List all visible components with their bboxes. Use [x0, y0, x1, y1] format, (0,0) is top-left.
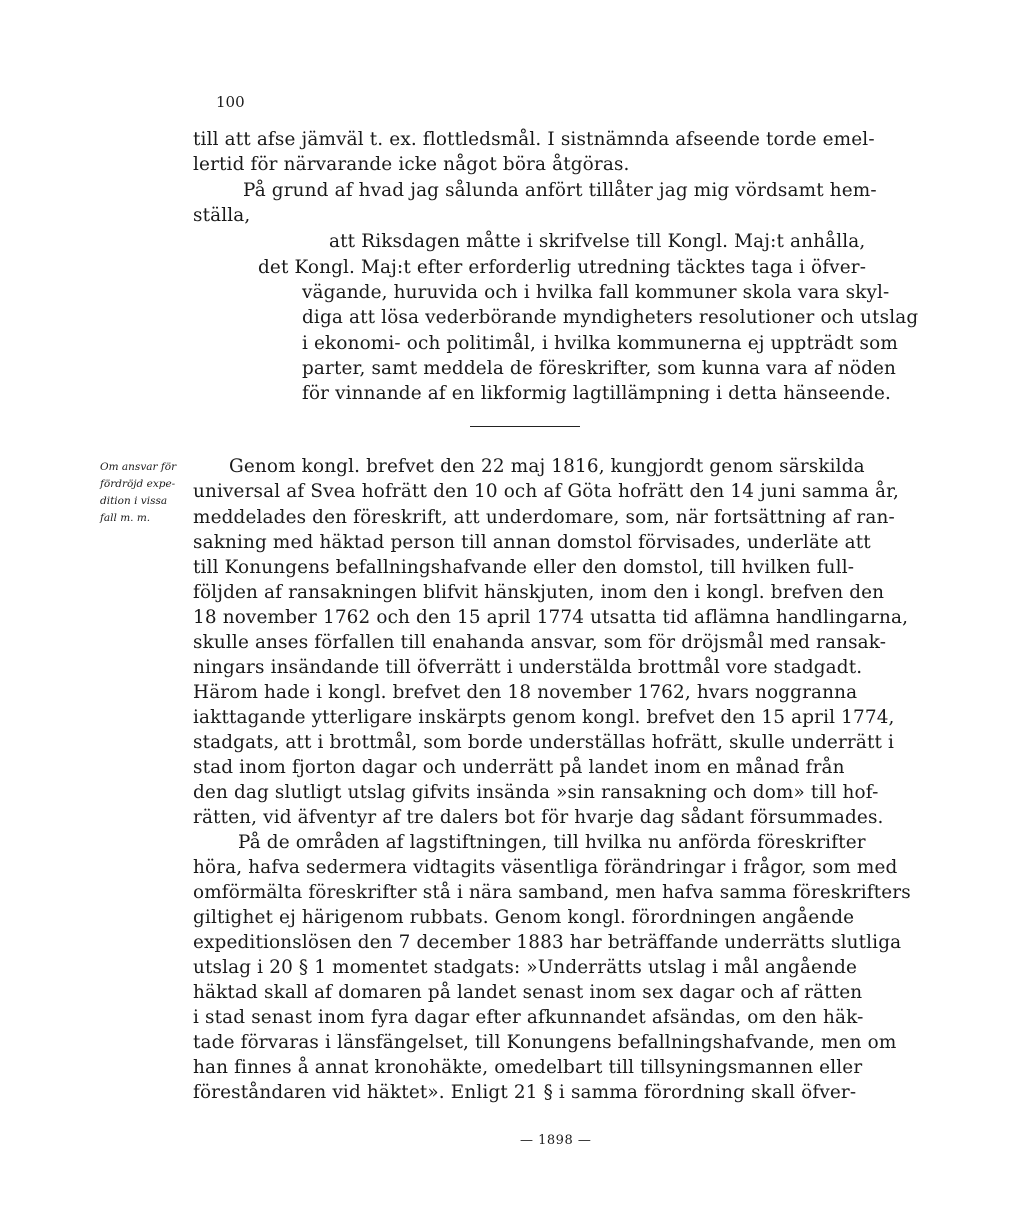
- text-line: för vinnande af en likformig lagtillämpning i detta hänseende.: [302, 383, 891, 404]
- text-line: lertid för närvarande icke något böra åtgöras.: [193, 154, 630, 175]
- text-line: ningars insändande till öfverrätt i understälda brottmål vore stadgadt.: [193, 657, 863, 678]
- text-line: utslag i 20 § 1 momentet stadgats: »Underrätts utslag i mål angående: [193, 957, 858, 978]
- margin-note-line: Om ansvar för: [100, 461, 177, 473]
- text-line: till Konungens befallningshafvande eller den domstol, till hvilken full-: [193, 557, 855, 578]
- text-line: vägande, huruvida och i hvilka fall kommuner skola vara skyl-: [302, 282, 890, 303]
- text-line: till att afse jämväl t. ex. flottledsmål. I sistnämnda afseende torde emel-: [193, 129, 875, 150]
- text-line: föreståndaren vid häktet». Enligt 21 § i samma förordning skall öfver-: [193, 1082, 857, 1103]
- text-line: giltighet ej härigenom rubbats. Genom kongl. förordningen angående: [193, 907, 855, 928]
- text-line: På grund af hvad jag sålunda anfört tillåter jag mig vördsamt hem-: [243, 180, 877, 201]
- text-line: följden af ransakningen blifvit hänskjuten, inom den i kongl. brefven den: [193, 582, 885, 603]
- text-line: den dag slutligt utslag gifvits insända »sin ransakning och dom» till hof-: [193, 782, 879, 803]
- text-line: På de områden af lagstiftningen, till hvilka nu anförda föreskrifter: [238, 832, 866, 853]
- text-line: Genom kongl. brefvet den 22 maj 1816, kungjordt genom särskilda: [229, 456, 865, 477]
- text-line: höra, hafva sedermera vidtagits väsentliga förändringar i frågor, som med: [193, 857, 898, 878]
- text-line: han finnes å annat kronohäkte, omedelbart till tillsyningsmannen eller: [193, 1057, 863, 1078]
- margin-note: [100, 459, 195, 527]
- section-divider: [470, 426, 580, 427]
- text-line: det Kongl. Maj:t efter erforderlig utredning täcktes taga i öfver-: [258, 257, 867, 278]
- text-line: universal af Svea hofrätt den 10 och af Göta hofrätt den 14 juni samma år,: [193, 481, 899, 502]
- page-footer: — 1898 —: [520, 1133, 592, 1148]
- text-line: sakning med häktad person till annan domstol förvisades, underläte att: [193, 532, 871, 553]
- text-line: Härom hade i kongl. brefvet den 18 november 1762, hvars noggranna: [193, 682, 858, 703]
- margin-note-line: dition i vissa: [100, 495, 168, 507]
- text-line: rätten, vid äfventyr af tre dalers bot för hvarje dag sådant försummades.: [193, 807, 884, 828]
- text-line: expeditionslösen den 7 december 1883 har beträffande underrätts slutliga: [193, 932, 902, 953]
- text-line: stadgats, att i brottmål, som borde underställas hofrätt, skulle underrätt i: [193, 732, 895, 753]
- text-line: omförmälta föreskrifter stå i nära samband, men hafva samma föreskrifters: [193, 882, 911, 903]
- text-line: meddelades den föreskrift, att underdomare, som, när fortsättning af ran-: [193, 507, 895, 528]
- text-line: i ekonomi- och politimål, i hvilka kommunerna ej uppträdt som: [302, 333, 898, 354]
- text-line: i stad senast inom fyra dagar efter afkunnandet afsändas, om den häk-: [193, 1007, 864, 1028]
- text-line: att Riksdagen måtte i skrifvelse till Kongl. Maj:t anhålla,: [329, 231, 866, 252]
- text-line: parter, samt meddela de föreskrifter, som kunna vara af nöden: [302, 358, 897, 379]
- margin-note-line: fördröjd expe-: [100, 478, 176, 490]
- margin-note-line: fall m. m.: [100, 512, 151, 524]
- text-line: ställa,: [193, 205, 251, 226]
- text-line: 18 november 1762 och den 15 april 1774 utsatta tid aflämna handlingarna,: [193, 607, 909, 628]
- text-line: häktad skall af domaren på landet senast inom sex dagar och af rätten: [193, 982, 863, 1003]
- page-number: 100: [216, 93, 245, 111]
- text-line: tade förvaras i länsfängelset, till Konungens befallningshafvande, men om: [193, 1032, 897, 1053]
- text-line: iakttagande ytterligare inskärpts genom kongl. brefvet den 15 april 1774,: [193, 707, 895, 728]
- text-line: diga att lösa vederbörande myndigheters resolutioner och utslag: [302, 307, 919, 328]
- text-line: skulle anses förfallen till enahanda ansvar, som för dröjsmål med ransak-: [193, 632, 887, 653]
- text-line: stad inom fjorton dagar och underrätt på landet inom en månad från: [193, 757, 845, 778]
